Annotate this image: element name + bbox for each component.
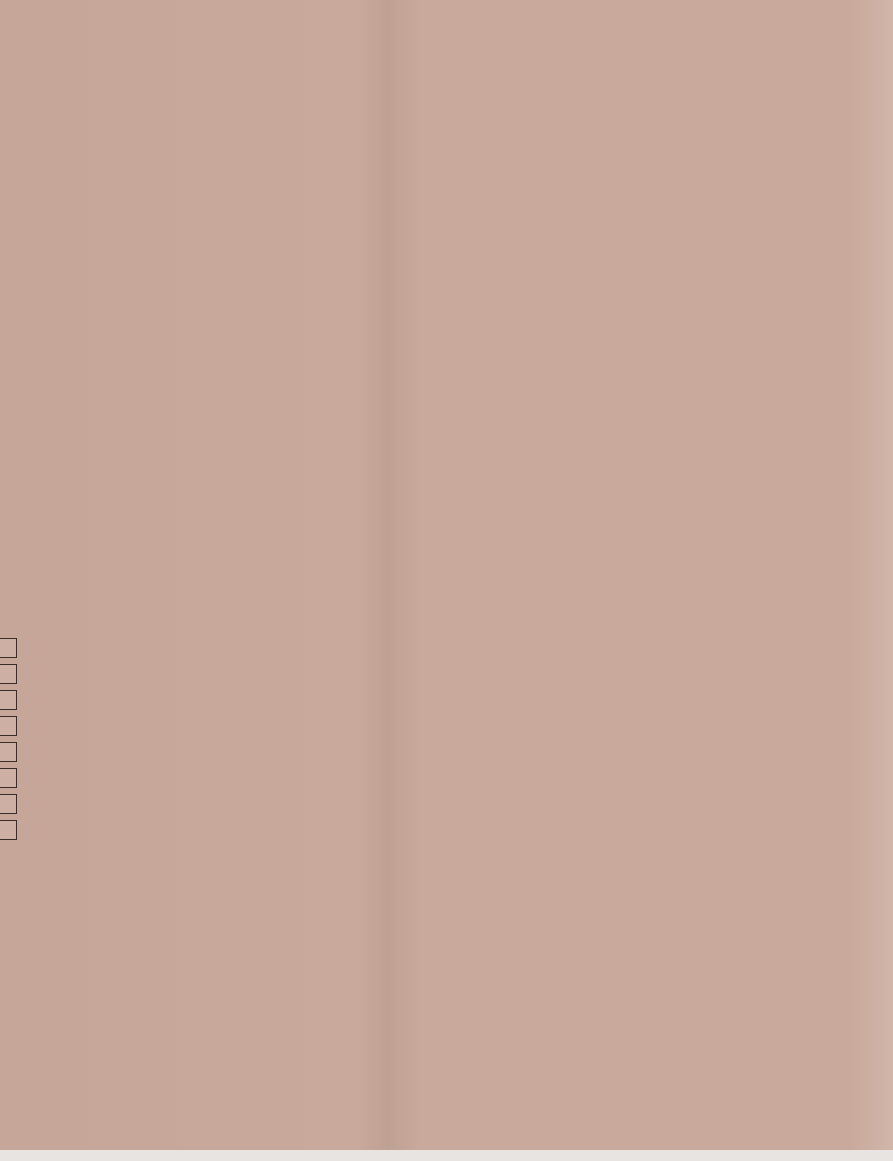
symbol-dot-icon xyxy=(0,638,17,658)
key-row xyxy=(0,688,300,712)
page-bottom-edge xyxy=(0,1150,893,1161)
key-row xyxy=(0,766,300,790)
key-row xyxy=(0,792,300,816)
chart-alphabet xyxy=(34,918,495,1111)
key-row xyxy=(0,740,300,764)
key-row xyxy=(0,662,300,686)
symbol-filled-circle-icon xyxy=(0,768,17,788)
symbol-square-icon xyxy=(0,664,17,684)
symbol-slashes-icon xyxy=(0,716,17,736)
chart-small xyxy=(580,583,893,976)
symbol-cross-square-icon xyxy=(0,690,17,710)
symbol-minus-square-icon xyxy=(0,742,17,762)
symbol-t-icon xyxy=(0,794,17,814)
chart-main xyxy=(0,58,893,505)
key-row xyxy=(0,818,300,842)
key-row xyxy=(0,636,300,660)
symbol-filled-square-icon xyxy=(0,820,17,840)
key-row xyxy=(0,714,300,738)
